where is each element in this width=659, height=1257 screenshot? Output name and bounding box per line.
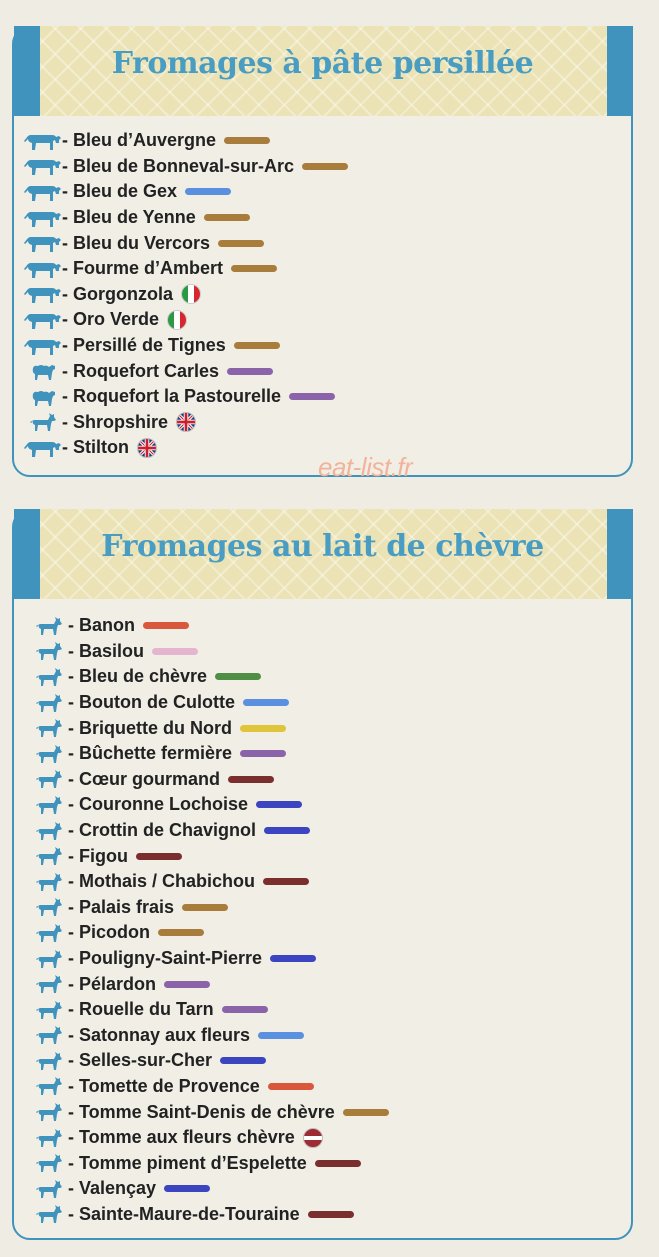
goat-icon — [30, 693, 68, 713]
color-tag — [182, 904, 228, 911]
goat-icon — [30, 795, 68, 815]
goat-icon — [30, 846, 68, 866]
color-tag — [343, 1109, 389, 1116]
cow-icon — [24, 438, 62, 458]
color-tag — [228, 776, 274, 783]
cheese-name: - Stilton — [62, 437, 129, 458]
color-tag — [224, 137, 270, 144]
color-tag — [152, 648, 198, 655]
cheese-name: - Bleu du Vercors — [62, 232, 211, 253]
list-item — [24, 128, 348, 154]
cheese-list — [30, 613, 389, 1227]
section-title: Fromages à pâte persillée — [111, 46, 534, 81]
color-tag — [243, 699, 289, 706]
color-tag — [220, 1057, 266, 1064]
list-item — [30, 1074, 389, 1100]
color-tag — [258, 1032, 304, 1039]
color-tag — [289, 393, 335, 400]
cheese-name: - Rouelle du Tarn — [68, 999, 214, 1020]
cheese-name: - Gorgonzola — [62, 283, 173, 304]
cheese-name: - Sainte-Maure-de-Touraine — [68, 1203, 300, 1224]
goat-icon — [30, 769, 68, 789]
section-header — [14, 509, 631, 599]
goat-icon — [30, 1025, 68, 1045]
watermark: eat-list.fr — [318, 452, 413, 482]
goat-icon — [30, 872, 68, 892]
goat-icon — [30, 949, 68, 969]
cheese-name: - Picodon — [68, 922, 150, 943]
sheep-icon — [24, 387, 62, 407]
goat-icon — [30, 1076, 68, 1096]
list-item — [24, 154, 348, 180]
color-tag — [231, 265, 277, 272]
list-item — [30, 971, 389, 997]
section-card-persillee — [12, 26, 633, 477]
goat-icon — [30, 1179, 68, 1199]
goat-icon — [30, 897, 68, 917]
list-item — [24, 230, 348, 256]
list-item — [24, 179, 348, 205]
sheep-icon — [24, 361, 62, 381]
cheese-name: - Cœur gourmand — [68, 768, 220, 789]
color-tag — [164, 1185, 210, 1192]
color-tag — [158, 929, 204, 936]
cheese-name: - Bûchette fermière — [68, 743, 233, 764]
color-tag — [227, 368, 273, 375]
section-card-chevre — [12, 509, 633, 1240]
cow-icon — [24, 310, 62, 330]
list-item — [30, 715, 389, 741]
cheese-name: - Bouton de Culotte — [68, 692, 235, 713]
list-item — [30, 946, 389, 972]
section-title: Fromages au lait de chèvre — [101, 529, 544, 564]
section-header — [14, 26, 631, 116]
list-item — [30, 741, 389, 767]
cow-icon — [24, 131, 62, 151]
cheese-name: - Shropshire — [62, 411, 169, 432]
goat-icon — [30, 1204, 68, 1224]
cheese-name: - Roquefort Carles — [62, 360, 220, 381]
list-item — [24, 333, 348, 359]
color-tag — [222, 1006, 268, 1013]
list-item — [30, 1176, 389, 1202]
goat-icon — [30, 616, 68, 636]
goat-icon — [30, 667, 68, 687]
list-item — [24, 384, 348, 410]
italy-flag-icon — [181, 284, 201, 304]
goat-icon — [30, 641, 68, 661]
cheese-name: - Basilou — [68, 640, 145, 661]
cheese-name: - Tomme Saint-Denis de chèvre — [68, 1101, 335, 1122]
list-item — [24, 256, 348, 282]
goat-icon — [30, 744, 68, 764]
cheese-name: - Oro Verde — [62, 309, 160, 330]
color-tag — [263, 878, 309, 885]
cow-icon — [24, 284, 62, 304]
list-item — [30, 792, 389, 818]
list-item — [24, 358, 348, 384]
list-item — [24, 307, 348, 333]
cow-icon — [24, 259, 62, 279]
cow-icon — [24, 208, 62, 228]
color-tag — [268, 1083, 314, 1090]
list-item — [30, 1202, 389, 1228]
color-tag — [234, 342, 280, 349]
color-tag — [240, 725, 286, 732]
color-tag — [240, 750, 286, 757]
list-item — [30, 997, 389, 1023]
color-tag — [302, 163, 348, 170]
cheese-name: - Fourme d’Ambert — [62, 258, 224, 279]
cheese-name: - Banon — [68, 615, 135, 636]
color-tag — [164, 981, 210, 988]
goat-icon — [30, 1153, 68, 1173]
uk-flag-icon — [137, 438, 157, 458]
cheese-name: - Tomme piment d’Espelette — [68, 1152, 307, 1173]
list-item — [24, 410, 348, 436]
goat-icon — [24, 412, 62, 432]
goat-icon — [30, 1000, 68, 1020]
list-item — [30, 843, 389, 869]
cheese-name: - Satonnay aux fleurs — [68, 1024, 251, 1045]
cheese-name: - Bleu d’Auvergne — [62, 130, 217, 151]
list-item — [30, 1023, 389, 1049]
goat-icon — [30, 821, 68, 841]
cheese-name: - Pélardon — [68, 973, 157, 994]
cow-icon — [24, 336, 62, 356]
cheese-name: - Figou — [68, 845, 128, 866]
color-tag — [204, 214, 250, 221]
cheese-name: - Bleu de Gex — [62, 181, 178, 202]
cheese-name: - Roquefort la Pastourelle — [62, 386, 282, 407]
cheese-name: - Persillé de Tignes — [62, 335, 226, 356]
color-tag — [136, 853, 182, 860]
list-item — [24, 435, 348, 461]
cheese-name: - Crottin de Chavignol — [68, 820, 256, 841]
list-item — [30, 1150, 389, 1176]
list-item — [30, 690, 389, 716]
color-tag — [218, 240, 264, 247]
list-item — [24, 282, 348, 308]
goat-icon — [30, 1128, 68, 1148]
list-item — [30, 869, 389, 895]
list-item — [30, 639, 389, 665]
list-item — [30, 818, 389, 844]
color-tag — [270, 955, 316, 962]
cheese-name: - Tomme aux fleurs chèvre — [68, 1127, 295, 1148]
goat-icon — [30, 1102, 68, 1122]
uk-flag-icon — [176, 412, 196, 432]
italy-flag-icon — [167, 310, 187, 330]
color-tag — [143, 622, 189, 629]
color-tag — [256, 801, 302, 808]
color-tag — [264, 827, 310, 834]
list-item — [30, 1125, 389, 1151]
cheese-name: - Tomette de Provence — [68, 1075, 260, 1096]
cheese-name: - Couronne Lochoise — [68, 794, 248, 815]
list-item — [30, 1048, 389, 1074]
cow-icon — [24, 182, 62, 202]
cheese-name: - Bleu de chèvre — [68, 666, 208, 687]
goat-icon — [30, 974, 68, 994]
color-tag — [185, 188, 231, 195]
cheese-name: - Bleu de Bonneval-sur-Arc — [62, 155, 295, 176]
cheese-name: - Valençay — [68, 1178, 157, 1199]
cow-icon — [24, 233, 62, 253]
list-item — [30, 767, 389, 793]
cheese-name: - Bleu de Yenne — [62, 207, 196, 228]
latvia-flag-icon — [303, 1128, 323, 1148]
list-item — [30, 920, 389, 946]
cheese-name: - Briquette du Nord — [68, 717, 232, 738]
list-item — [30, 895, 389, 921]
color-tag — [308, 1211, 354, 1218]
color-tag — [315, 1160, 361, 1167]
goat-icon — [30, 1051, 68, 1071]
cow-icon — [24, 156, 62, 176]
list-item — [30, 664, 389, 690]
list-item — [30, 613, 389, 639]
cheese-name: - Pouligny-Saint-Pierre — [68, 948, 263, 969]
list-item — [24, 205, 348, 231]
cheese-name: - Palais frais — [68, 896, 175, 917]
cheese-name: - Mothais / Chabichou — [68, 871, 255, 892]
cheese-list — [24, 128, 348, 461]
goat-icon — [30, 718, 68, 738]
goat-icon — [30, 923, 68, 943]
list-item — [30, 1099, 389, 1125]
color-tag — [215, 673, 261, 680]
cheese-name: - Selles-sur-Cher — [68, 1050, 213, 1071]
